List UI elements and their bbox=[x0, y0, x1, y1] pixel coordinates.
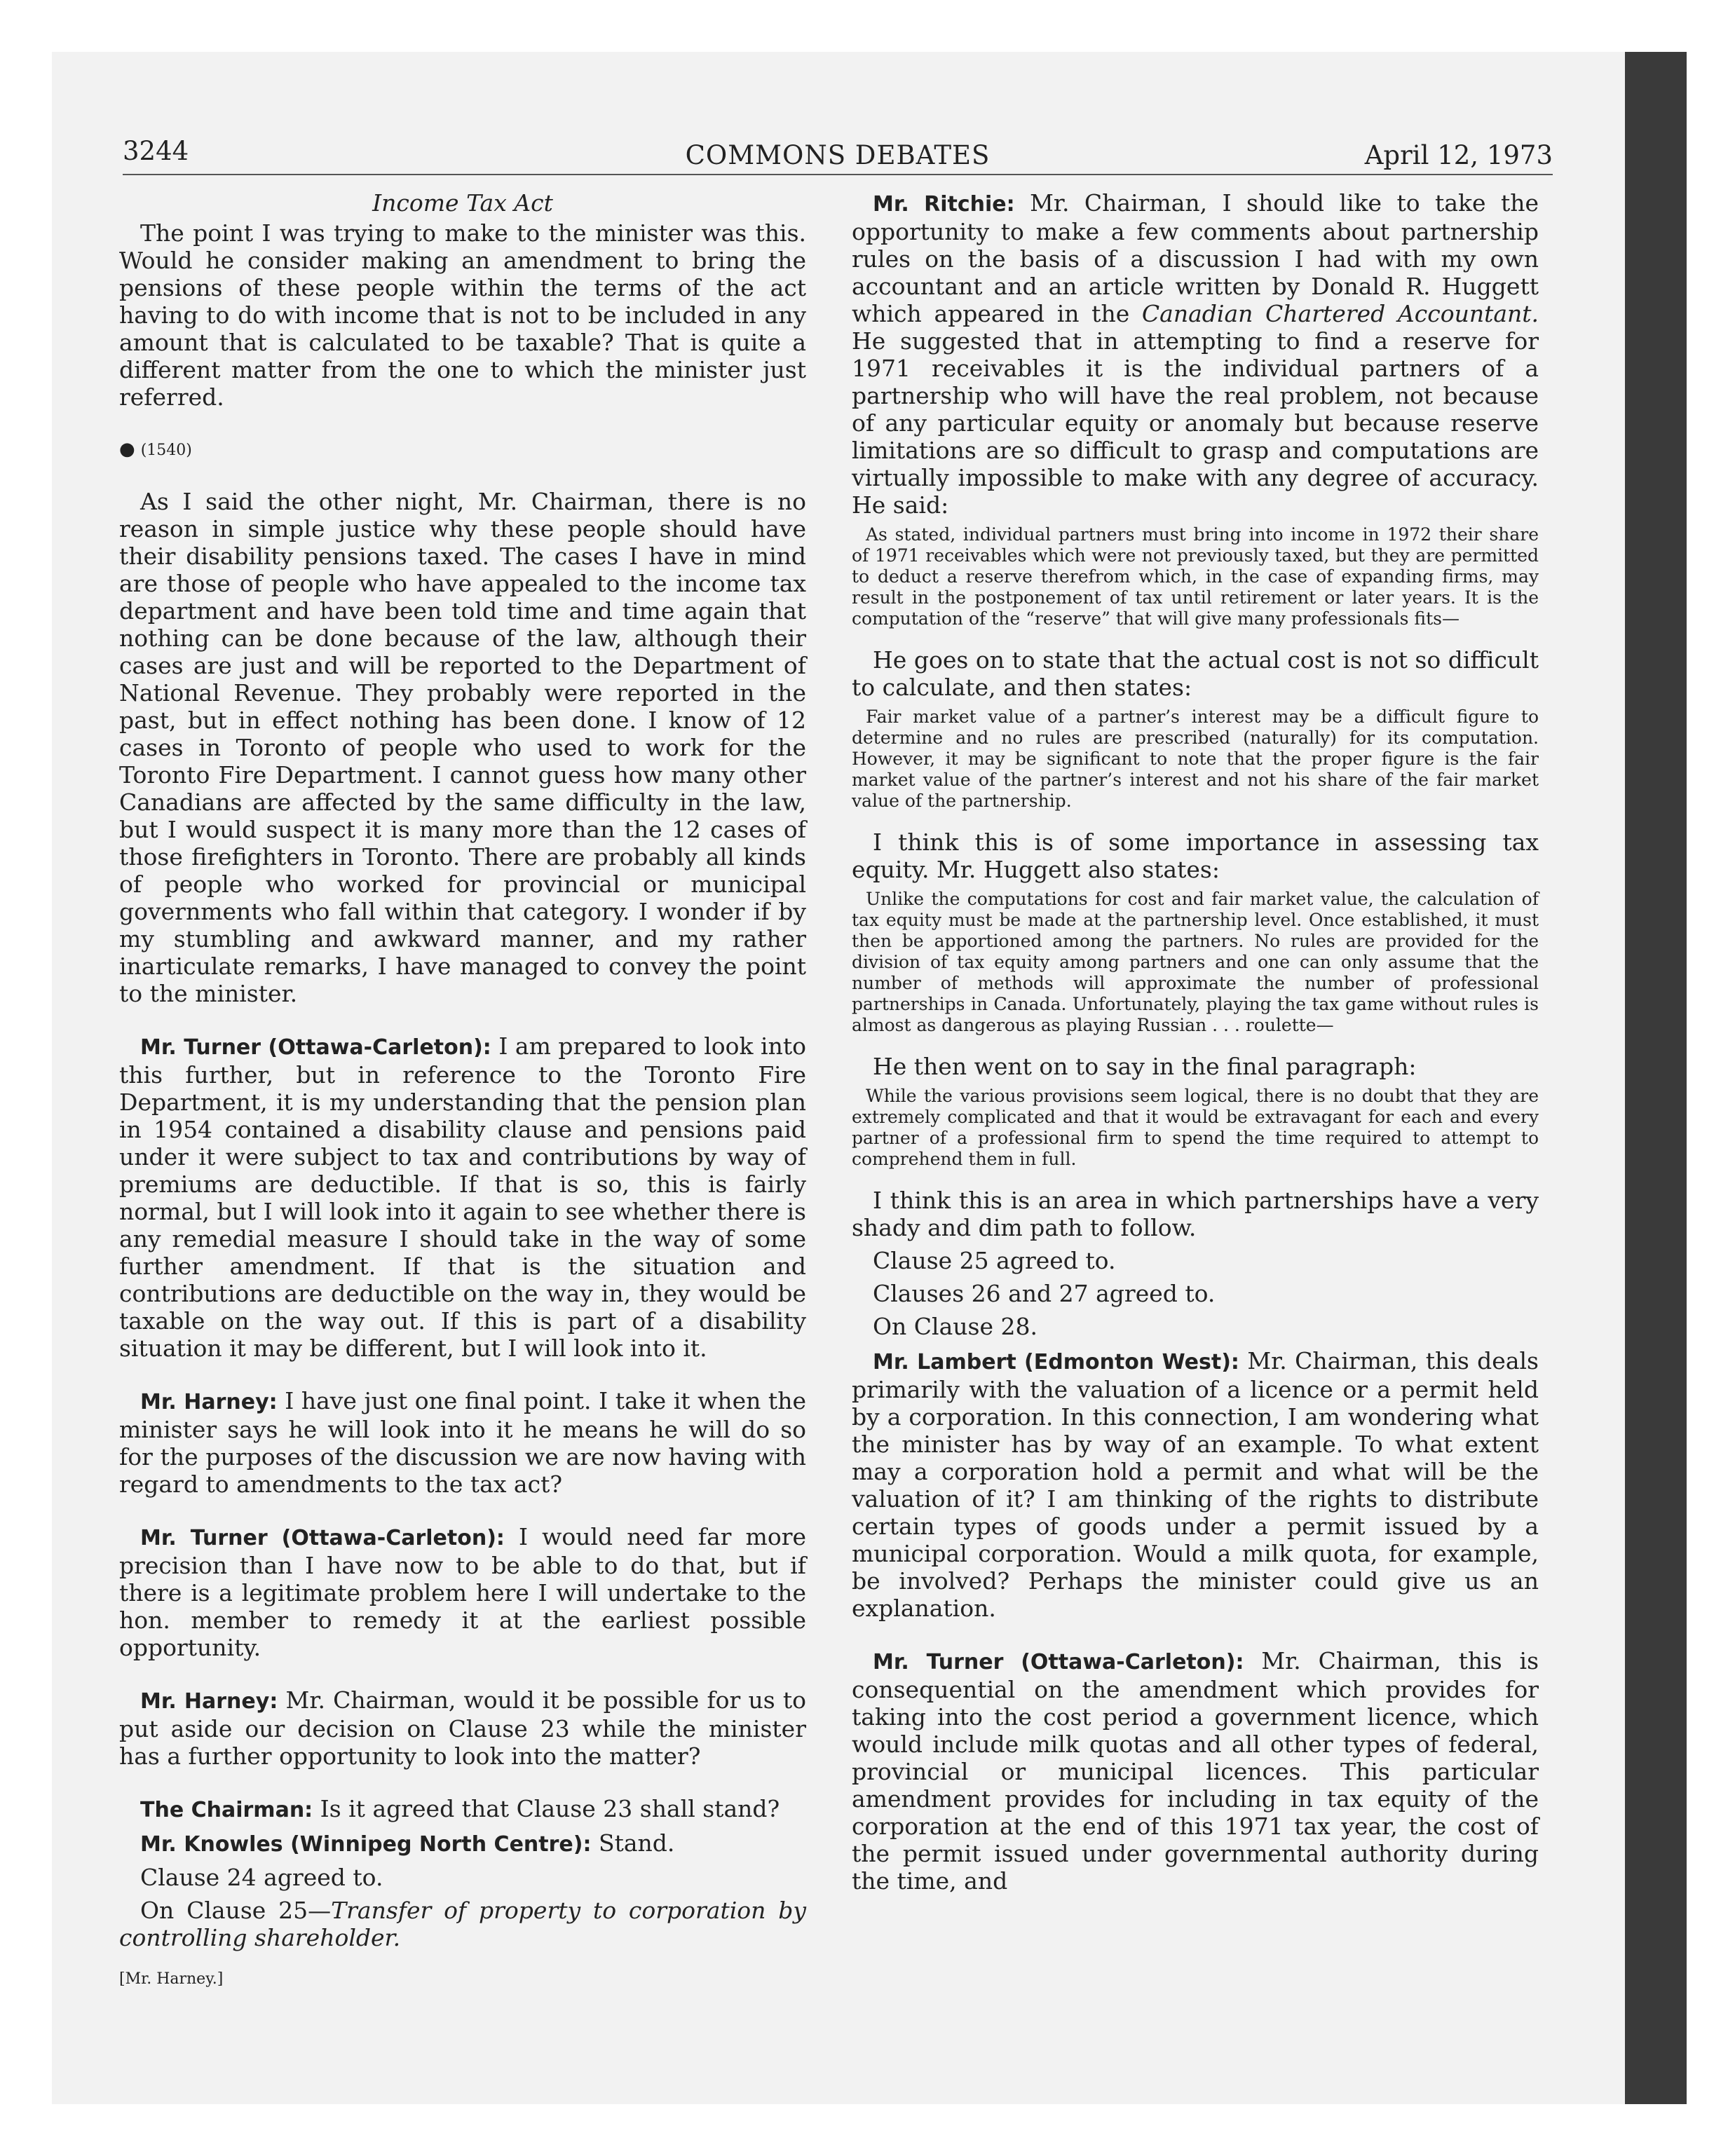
speech bbox=[119, 1829, 806, 1858]
clause-heading bbox=[119, 1897, 806, 1951]
publication-title: COMMONS DEBATES bbox=[685, 140, 991, 170]
speech bbox=[119, 1523, 806, 1661]
paragraph: I think this is an area in which partnerships have a very shady and dim path to follow. bbox=[852, 1187, 1539, 1241]
clause-prefix: On Clause 25— bbox=[140, 1897, 332, 1924]
issue-date: April 12, 1973 bbox=[1364, 140, 1553, 170]
quotation: As stated, individual partners must bring into income in 1972 their share of 1971 receivables which were not previously taxed, but they are permitted to deduct a reserve therefrom which, in the case of expanding firms, may result in the postponement of tax until retirement or later years. It is the computation of the “reserve” that will give many professionals fits— bbox=[852, 524, 1539, 629]
speaker-name: Mr. Ritchie: bbox=[873, 192, 1015, 217]
clause-status: Clause 24 agreed to. bbox=[140, 1864, 383, 1891]
speech-text: I have just one final point. I take it when the minister says he will look into it he means he will do so for the purposes of the discussion we are now having with regard to amendments to the tax act? bbox=[119, 1387, 806, 1498]
speaker-name: Mr. Harney: bbox=[140, 1689, 278, 1714]
time-marker-text: (1540) bbox=[140, 442, 192, 459]
speech bbox=[119, 1795, 806, 1824]
time-marker bbox=[119, 436, 806, 464]
speech-text: Is it agreed that Clause 23 shall stand? bbox=[320, 1795, 780, 1822]
speaker-name: Mr. Turner (Ottawa-Carleton): bbox=[140, 1035, 491, 1060]
speaker-name: The Chairman: bbox=[140, 1798, 313, 1822]
speaker-name: Mr. Lambert (Edmonton West): bbox=[873, 1350, 1239, 1374]
speech bbox=[119, 1032, 806, 1362]
speech bbox=[852, 189, 1539, 519]
speaker-attribution: [Mr. Harney.] bbox=[119, 1970, 224, 1988]
speaker-name: Mr. Turner (Ottawa-Carleton): bbox=[140, 1526, 505, 1550]
right-column bbox=[852, 189, 1539, 1920]
paragraph: I think this is of some importance in assessing tax equity. Mr. Huggett also states: bbox=[852, 828, 1539, 883]
running-head bbox=[123, 137, 1553, 175]
speech-text: Mr. Chairman, I should like to take the opportunity to make a few comments about partnership rules on the basis of a discussion I had with my own accountant and an article written by Donald R. Huggett which appeared in the bbox=[852, 189, 1539, 327]
speech-text: He suggested that in attempting to find a reserve for 1971 receivables it is the individual partners of a partnership who will have the real problem, not because of any particular equity or anomaly but because reserve limitations are so difficult to grasp and computations are virtually impossible to make with any degree of accuracy. He said: bbox=[852, 327, 1539, 519]
scan-border bbox=[1625, 52, 1687, 2104]
page-number: 3244 bbox=[123, 136, 189, 166]
speaker-name: Mr. Knowles (Winnipeg North Centre): bbox=[140, 1832, 592, 1857]
paragraph: He then went on to say in the final paragraph: bbox=[873, 1053, 1417, 1080]
paragraph: He goes on to state that the actual cost is not so difficult to calculate, and then states: bbox=[852, 646, 1539, 701]
speech-text: Mr. Chairman, this deals primarily with the valuation of a licence or a permit held by a corporation. In this connection, I am wondering what the minister has by way of an example. To what extent may a corporation hold a permit and what will be the valuation of it? I am thinking of the rights to distribute certain types of goods under a permit issued by a municipal corporation. Would a milk quota, for example, be involved? Perhaps the minister could give us an explanation. bbox=[852, 1347, 1539, 1622]
clause-heading: On Clause 28. bbox=[873, 1313, 1037, 1340]
speech-text: Mr. Chairman, would it be possible for us to put aside our decision on Clause 23 while the minister has a further opportunity to look into the matter? bbox=[119, 1686, 806, 1770]
quotation: While the various provisions seem logical, there is no doubt that they are extremely complicated and that it would be extravagant for each and every partner of a professional firm to spend the time required to attempt to comprehend them in full. bbox=[852, 1086, 1539, 1169]
section-title: Income Tax Act bbox=[372, 189, 553, 217]
speaker-name: Mr. Turner (Ottawa-Carleton): bbox=[873, 1650, 1244, 1674]
speech-text: I am prepared to look into this further, but in reference to the Toronto Fire Department, it is my understanding that the pension plan in 1954 contained a disability clause and pensions paid under it were subject to tax and contributions by way of premiums are deductible. If that is so, this is fairly normal, but I will look into it again to see whether there is any remedial measure I should take in the way of some further amendment. If that is the situation and contributions are deductible on the way in, they would be taxable on the way out. If this is part of a disability situation it may be different, but I will look into it. bbox=[119, 1032, 806, 1362]
speaker-name: Mr. Harney: bbox=[140, 1390, 278, 1414]
clause-title: Transfer of property to corporation by controlling shareholder. bbox=[119, 1897, 806, 1951]
speech-text: I would need far more precision than I have now to be able to do that, but if there is a legitimate problem here I will undertake to the hon. member to remedy it at the earliest possible opportunity. bbox=[119, 1523, 806, 1661]
quotation: Fair market value of a partner’s interest may be a difficult figure to determine and no rules are prescribed (naturally) for its computation. However, it may be significant to note that the proper figure is the fair market value of the partner’s interest and not his share of the fair market value of the partnership. bbox=[852, 707, 1539, 811]
speech bbox=[119, 1387, 806, 1498]
left-column bbox=[119, 189, 806, 2018]
bullet-icon: ● bbox=[119, 439, 135, 460]
publication-name: Canadian Chartered Accountant. bbox=[1141, 300, 1539, 327]
paragraph: As I said the other night, Mr. Chairman, there is no reason in simple justice why these people should have their disability pensions taxed. The cases I have in mind are those of people who have appealed to the income tax department and have been told time and time again that nothing can be done because of the law, although their cases are just and will be reported to the Department of National Revenue. They probably were reported in the past, but in effect nothing has been done. I know of 12 cases in Toronto of people who used to work for the Toronto Fire Department. I cannot guess how many other Canadians are affected by the same difficulty in the law, but I would suspect it is many more than the 12 cases of those firefighters in Toronto. There are probably all kinds of people who worked for provincial or municipal governments who fall within that category. I wonder if by my stumbling and awkward manner, and my rather inarticulate remarks, I have managed to convey the point to the minister. bbox=[119, 488, 806, 1007]
speech bbox=[852, 1347, 1539, 1622]
clause-status: Clauses 26 and 27 agreed to. bbox=[873, 1280, 1216, 1307]
speech-text: Stand. bbox=[598, 1829, 675, 1857]
paragraph: The point I was trying to make to the minister was this. Would he consider making an amendment to bring the pensions of these people within the terms of the act having to do with income that is not to be included in any amount that is calculated to be taxable? That is quite a different matter from the one to which the minister just referred. bbox=[119, 219, 806, 411]
speech-text: Mr. Chairman, this is consequential on the amendment which provides for taking into the cost period a government licence, which would include milk quotas and all other types of federal, provincial or municipal licences. This particular amendment provides for including in tax equity of the corporation at the end of this 1971 tax year, the cost of the permit issued under governmental authority during the time, and bbox=[852, 1647, 1539, 1895]
speech bbox=[852, 1647, 1539, 1895]
clause-status: Clause 25 agreed to. bbox=[873, 1247, 1116, 1274]
quotation: Unlike the computations for cost and fair market value, the calculation of tax equity must be made at the partnership level. Once established, it must then be apportioned among the partners. No rules are provided for the division of tax equity among partners and one can only assume that the number of methods will approximate the number of professional partnerships in Canada. Unfortunately, playing the tax game without rules is almost as dangerous as playing Russian . . . roulette— bbox=[852, 889, 1539, 1035]
speech bbox=[119, 1686, 806, 1770]
